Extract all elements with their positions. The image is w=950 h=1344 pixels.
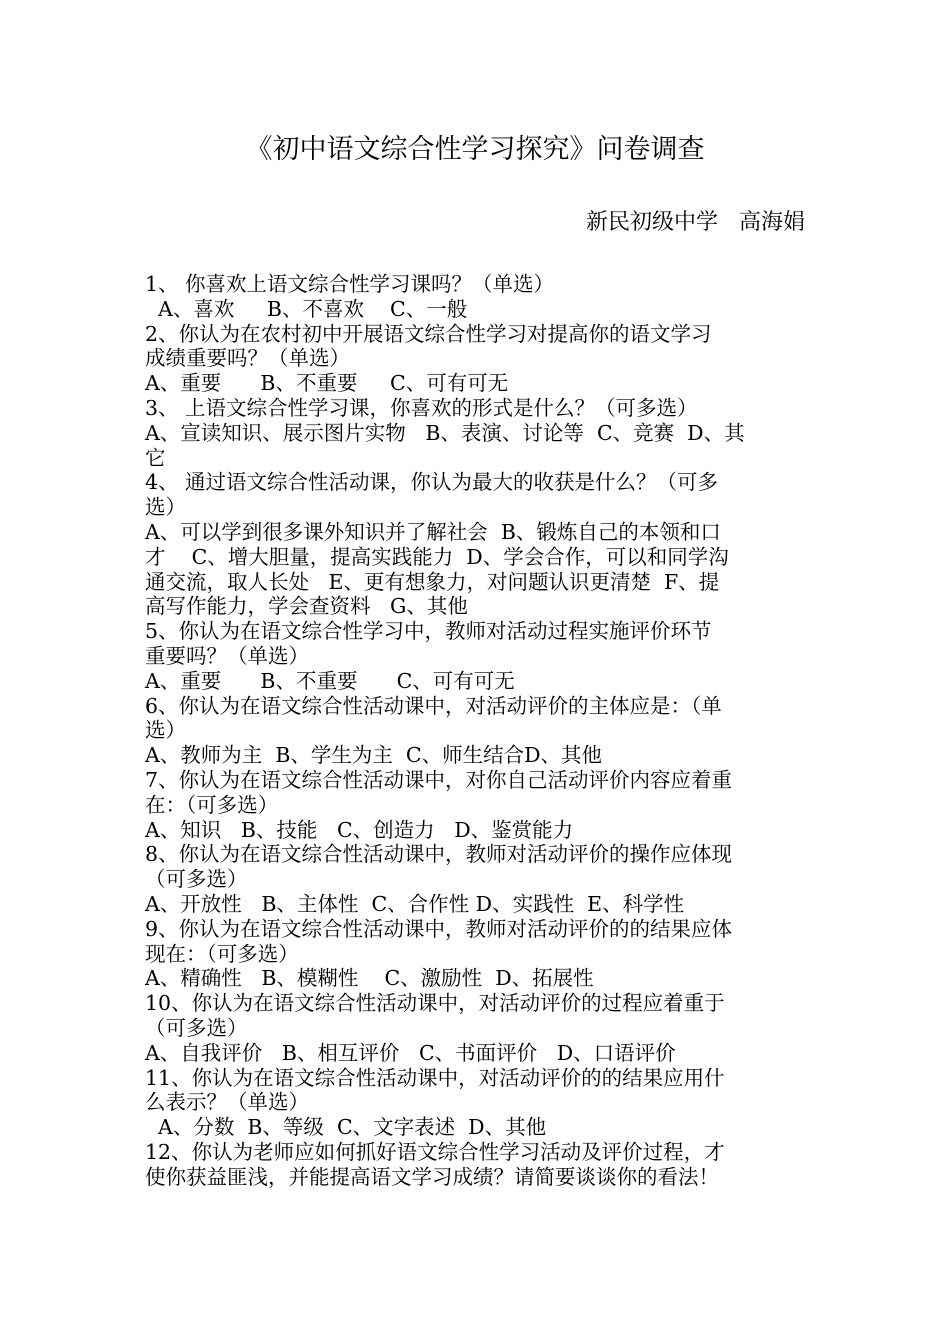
text-line: 5、你认为在语文综合性学习中，教师对活动过程实施评价环节 (145, 619, 712, 644)
text-line: A、喜欢 B、不喜欢 C、一般 (145, 296, 468, 321)
text-line: 4、 通过语文综合性活动课，你认为最大的收获是什么？（可多 (145, 470, 719, 495)
text-line: 7、你认为在语文综合性活动课中，对你自己活动评价内容应着重 (145, 767, 733, 792)
text-line: 10、你认为在语文综合性活动课中，对活动评价的过程应着重于 (145, 991, 725, 1016)
author-line: 新民初级中学 高海娟 (586, 210, 805, 235)
text-line: A、精确性 B、模糊性 C、激励性 D、拓展性 (145, 966, 594, 991)
text-line: A、自我评价 B、相互评价 C、书面评价 D、口语评价 (145, 1040, 676, 1065)
text-line: 选） (145, 495, 186, 520)
text-line: 现在：（可多选） (145, 941, 299, 966)
text-line: 6、你认为在语文综合性活动课中，对活动评价的主体应是：（单 (145, 693, 722, 718)
text-line: 成绩重要吗？（单选） (145, 346, 350, 371)
text-line: A、可以学到很多课外知识并了解社会 B、锻炼自己的本领和口 (145, 519, 721, 544)
text-line: （可多选） (145, 1015, 248, 1040)
text-line: 8、你认为在语文综合性活动课中，教师对活动评价的操作应体现 (145, 842, 733, 867)
text-line: A、教师为主 B、学生为主 C、师生结合D、其他 (145, 743, 603, 768)
text-line: 2、你认为在农村初中开展语文综合性学习对提高你的语文学习 (145, 321, 712, 346)
text-line: 高写作能力，学会查资料 G、其他 (145, 594, 468, 619)
text-line: 使你获益匪浅，并能提高语文学习成绩？请简要谈谈你的看法！ (145, 1164, 719, 1189)
document-title: 《初中语文综合性学习探究》问卷调查 (245, 134, 705, 165)
text-line: 12、你认为老师应如何抓好语文综合性学习活动及评价过程，才 (145, 1139, 725, 1164)
text-line: （可多选） (145, 867, 248, 892)
text-line: 3、 上语文综合性学习课，你喜欢的形式是什么？（可多选） (145, 395, 698, 420)
text-line: A、重要 B、不重要 C、可有可无 (145, 668, 515, 693)
text-line: 9、你认为在语文综合性活动课中，教师对活动评价的的结果应体 (145, 916, 733, 941)
text-line: A、重要 B、不重要 C、可有可无 (145, 371, 509, 396)
text-line: A、开放性 B、主体性 C、合作性 D、实践性 E、科学性 (145, 891, 685, 916)
text-line: 在：（可多选） (145, 792, 279, 817)
text-line: 选） (145, 718, 186, 743)
questionnaire-body (145, 272, 810, 1189)
text-line: 通交流，取人长处 E、更有想象力，对问题认识更清楚 F、提 (145, 569, 720, 594)
text-line: 才 C、增大胆量，提高实践能力 D、学会合作，可以和同学沟 (145, 544, 729, 569)
text-line: A、分数 B、等级 C、文字表述 D、其他 (145, 1115, 547, 1140)
text-line: 1、 你喜欢上语文综合性学习课吗？（单选） (145, 272, 555, 296)
text-line: A、宣读知识、展示图片实物 B、表演、讨论等 C、竞赛 D、其 (145, 420, 745, 445)
text-line: 重要吗？（单选） (145, 643, 309, 668)
text-line: A、知识 B、技能 C、创造力 D、鉴赏能力 (145, 817, 574, 842)
text-line: 它 (145, 445, 166, 470)
text-line: 11、你认为在语文综合性活动课中，对活动评价的的结果应用什 (145, 1065, 725, 1090)
text-line: 么表示？（单选） (145, 1090, 309, 1115)
